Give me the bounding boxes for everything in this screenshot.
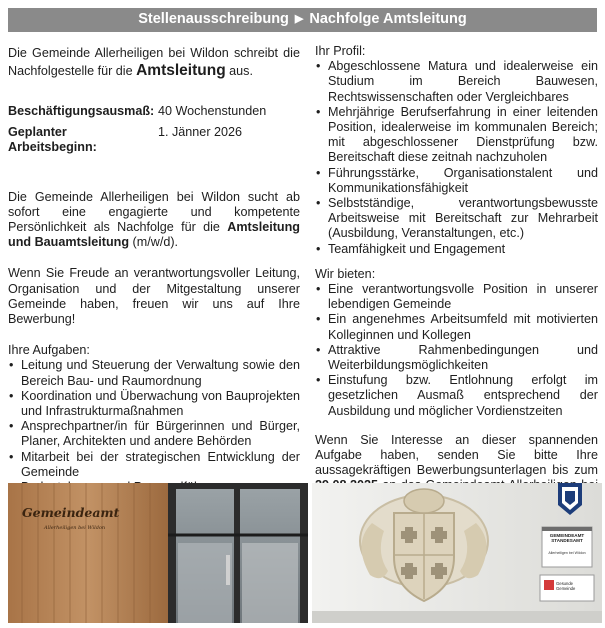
list-item: • Einstufung bzw. Entlohnung erfolgt im gesetzlichen Ausmaß entsprechend der Ausbildung und möglicher Vordienstzeiten <box>315 373 598 419</box>
search-text-end: (m/w/d). <box>129 235 179 250</box>
employment-details <box>8 104 300 156</box>
plaque-title: GEMEINDEAMT STANDESAMT <box>549 533 585 544</box>
detail-value: 40 Wochenstunden <box>158 104 267 118</box>
search-highlight: Amtsleitung und Bauamtsleitung <box>8 220 300 250</box>
right-column <box>315 44 598 509</box>
banner-subtitle: Nachfolge Amtsleitung <box>309 11 467 28</box>
profile-list <box>315 59 598 257</box>
health-sign: Gesunde Gemeinde <box>556 581 576 591</box>
list-item: • Ein angenehmes Arbeitsumfeld mit motivierten Kolleginnen und Kollegen <box>315 312 598 342</box>
list-item: • Selbstständige, verantwortungsbewusste Arbeitsweise mit Bereitschaft zur Mehrarbeit (Ausbildung, Veranstaltungen, etc.) <box>315 196 598 242</box>
list-item: • Koordination und Überwachung von Bauprojekten und Infrastrukturmaßnahmen <box>8 389 300 419</box>
search-text: Die Gemeinde Allerheiligen bei Wildon sucht ab sofort eine engagierte und kompetente Persönlichkeit als Nachfolge für die <box>8 189 300 235</box>
tasks-list <box>8 358 300 495</box>
profile-heading: Ihr Profil: <box>315 44 366 58</box>
detail-value: 1. Jänner 2026 <box>158 125 243 140</box>
intro-text-end: aus. <box>225 64 253 78</box>
list-item: • Mehrjährige Berufserfahrung in einer leitenden Position, idealerweise im kommunalen Bereich; mit abgeschlossener Dienstprüfung bzw. Bereitschaft diese zeitnah nachzuholen <box>315 105 598 166</box>
intro-highlight: Amtsleitung <box>136 62 226 79</box>
detail-row <box>8 104 300 119</box>
list-item: • Teamfähigkeit und Engagement <box>315 242 598 257</box>
left-column <box>8 44 300 495</box>
banner-title: Stellenausschreibung <box>138 11 289 28</box>
detail-label: Geplanter Arbeitsbeginn: <box>8 125 97 155</box>
offer-heading: Wir bieten: <box>315 266 376 281</box>
list-item: • Mitarbeit bei der strategischen Entwicklung der Gemeinde <box>8 450 300 480</box>
list-item: • Führungsstärke, Organisationstalent und Kommunikationsfähigkeit <box>315 166 598 196</box>
town-hall-sign: Gemeindeamt <box>22 505 120 520</box>
detail-row <box>8 125 300 155</box>
list-item: • Leitung und Steuerung der Verwaltung sowie den Bereich Bau- und Raumordnung <box>8 358 300 388</box>
town-hall-sign-sub: Allerheiligen bei Wildon <box>44 525 106 531</box>
offer-list <box>315 282 598 419</box>
header-banner <box>8 8 597 32</box>
intro-text: Die Gemeinde Allerheiligen bei Wildon schreibt die Nachfolgestelle für die <box>8 46 300 78</box>
welcome-paragraph: Wenn Sie Freude an verantwortungsvoller Leitung, Organisation und der Mitgestaltung unserer Gemeinde haben, freuen wir uns auf Ihre Bewerbung! <box>8 266 300 327</box>
closing-text: Wenn Sie Interesse an dieser spannenden Aufgabe haben, senden Sie bitte Ihre aussagekräftigen Bewerbungsunterlagen bis zum <box>315 432 598 478</box>
intro-paragraph <box>8 44 300 80</box>
arrow-right-icon: ▶ <box>294 13 304 26</box>
entrance-photo-icon <box>8 483 308 623</box>
tasks-heading: Ihre Aufgaben: <box>8 343 90 358</box>
detail-label: Beschäftigungsausmaß: <box>8 104 155 118</box>
list-item: • Abgeschlossene Matura und idealerweise ein Studium im Bereich Bauwesen, Rechtswissenschaften oder Vergleichbares <box>315 59 598 105</box>
photo-coat-of-arms <box>312 483 602 623</box>
list-item: • Attraktive Rahmenbedingungen und Weiterbildungsmöglichkeiten <box>315 343 598 373</box>
plaque-subtitle: Allerheiligen bei Wildon <box>548 551 586 555</box>
list-item: • Ansprechpartner/in für Bürgerinnen und Bürger, Planer, Architekten und andere Behörden <box>8 419 300 449</box>
search-paragraph <box>8 190 300 251</box>
photo-town-hall-entrance <box>8 483 308 623</box>
list-item: • Eine verantwortungsvolle Position in unserer lebendigen Gemeinde <box>315 282 598 312</box>
